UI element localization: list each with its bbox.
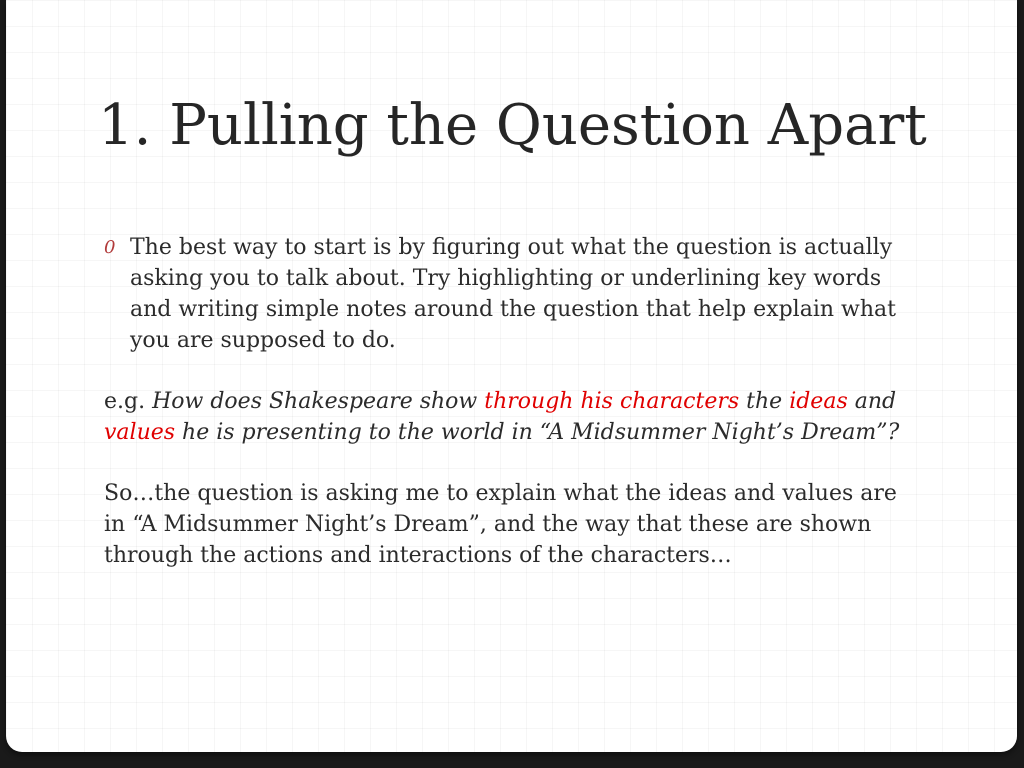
- example-question: [104, 386, 916, 448]
- slide: [6, 0, 1017, 752]
- bullet-marker-icon: 0: [104, 237, 116, 258]
- highlight-values: values: [104, 420, 176, 445]
- highlight-ideas: ideas: [789, 389, 848, 414]
- example-prefix: e.g.: [104, 389, 153, 414]
- conclusion-paragraph: So…the question is asking me to explain what the ideas and values are in “A Midsummer Night’s Dream”, and the way that these are shown through the actions and interactions of the characters…: [104, 481, 897, 568]
- example-text-3: and: [847, 389, 897, 414]
- bullet-text: The best way to start is by figuring out what the question is actually asking you to talk about. Try highlighting or underlining key words and writing simple notes around the question that help explain what you are supposed to do.: [130, 235, 896, 353]
- example-text-4: he is presenting to the world in “A Midsummer Night’s Dream”?: [175, 420, 900, 445]
- example-text-1: How does Shakespeare show: [152, 389, 485, 414]
- slide-title: 1. Pulling the Question Apart: [98, 93, 927, 158]
- bullet-item: [104, 232, 916, 356]
- highlight-through-his-characters: through his characters: [484, 389, 740, 414]
- example-text-2: the: [739, 389, 790, 414]
- slide-body: [104, 232, 916, 601]
